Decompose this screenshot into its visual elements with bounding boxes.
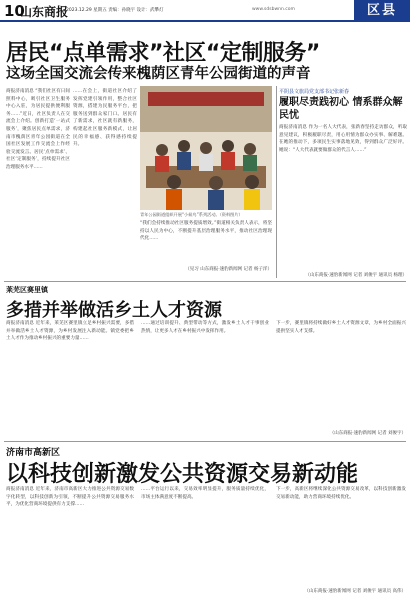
lead-column-2: ……在会上，街道社区介绍了发挥党建引领作用，整合社区资源，搭建为民服务平台，把服务送到群众家门口。居民有了新需求，社区就有新服务，构建起社区服务新模式，让居民的幸福感、获得感持续提升。 <box>73 89 137 148</box>
photo-caption: 青年公园街道组织开展“小候鸟”系列活动。（资料图片） <box>140 212 243 217</box>
lead-column-1: 商报济南消息 “我们社区有日间照料中心，吸引社区卫生服务中心入驻，为居民提供便利服务……”近日，社区负责人在交流会上介绍。创新打造‘一站式服务’，聚焦居民点单需求，济南市槐荫区青年公园街道在全国社区发展工作交流会上作经验交流发言。居民‘点单需求’、社区‘定制服务’，持续提升社区治理服务水平…… <box>6 89 70 170</box>
website-url[interactable]: www.sdsbwnn.com <box>252 7 295 12</box>
article3-byline: （山东商报·速豹新闻网 记者 刘俊宇 通讯员 高伟） <box>304 589 406 594</box>
lead-headline: 居民“点单需求”社区“定制服务” <box>6 41 320 66</box>
sidebar-title: 履职尽责践初心 情系群众解民忧 <box>279 97 403 121</box>
article2-column-1: 商报济南消息 近年来，莱芜区赛里镇立足乡村振兴需要，多措并举做活乡土人才资源，为乡村发展注入新动能。镇党委把乡土人才作为推动乡村振兴的重要力量…… <box>6 321 134 342</box>
article3-headline: 以科技创新激发公共资源交易新动能 <box>6 462 359 487</box>
lead-byline: （见习 山东商报·速豹新闻网 记者 杨子洋） <box>185 267 272 272</box>
article3-column-2: ……平台运行以来，交易效率明显提升，服务质量持续优化，市场主体满意度不断提高。 <box>141 487 269 500</box>
article3-column-3: 下一步，高新区将继续深化公共资源交易改革，以科技创新激发交易新动能，助力营商环境持续优化。 <box>276 487 406 500</box>
issue-info: 2023.12.29 星期五 责编：孙晓宇 设计：武攀灯 <box>66 8 164 13</box>
page-number: 10 <box>4 2 25 20</box>
article3-kicker: 济南市高新区 <box>6 448 61 458</box>
lead-subheadline: 这场全国交流会传来槐荫区青年公园街道的声音 <box>6 66 311 82</box>
header-rule <box>0 20 354 22</box>
article2-byline: （山东商报·速豹新闻网 记者 刘俊宇） <box>329 431 406 436</box>
sidebar-divider <box>276 86 278 278</box>
section-badge: 区县 <box>354 0 410 22</box>
lead-photo <box>140 86 272 210</box>
photo-illustration <box>140 86 272 210</box>
article2-kicker: 莱芜区赛里镇 <box>6 286 48 294</box>
sidebar-kicker: 平阴县文旅局党支部书记张新春 <box>279 89 350 95</box>
lead-column-3: “我们会持续推动社区服务提质增效。”街道相关负责人表示，将坚持以人民为中心，不断提升基层治理服务水平，推动社区治理现代化…… <box>140 221 272 242</box>
section-rule-2 <box>4 441 406 442</box>
article2-column-3: 下一步，赛里镇将持续做好乡土人才资源文章，为乡村全面振兴提供坚实人才支撑。 <box>276 321 406 334</box>
article2-column-2: ……通过培训提升、典型带动等方式，激发乡土人才干事创业热情，让更多人才在乡村振兴中发挥作用。 <box>141 321 269 334</box>
sidebar-body: 商报济南消息 作为一名人大代表，张新春坚持走访群众，听取意见建议，积极履职尽责，用心用情为群众办实事、解难题。在她的推动下，多项民生实事落地见效，得到群众广泛好评。她说：“人大代表就要做群众的代言人……” <box>279 125 407 153</box>
article2-headline: 多措并举做活乡土人才资源 <box>6 300 222 321</box>
section-rule-1 <box>4 281 406 282</box>
paper-name: 山东商报 <box>20 5 69 19</box>
sidebar-byline: （山东商报·速豹新闻网 记者 刘俊宇 通讯员 杨理） <box>305 273 407 278</box>
article3-column-1: 商报济南消息 近年来，济南市高新区大力推进公共资源交易数字化转型，以科技创新为引领，不断提升公共资源交易服务水平，为优化营商环境提供有力支撑…… <box>6 487 134 508</box>
